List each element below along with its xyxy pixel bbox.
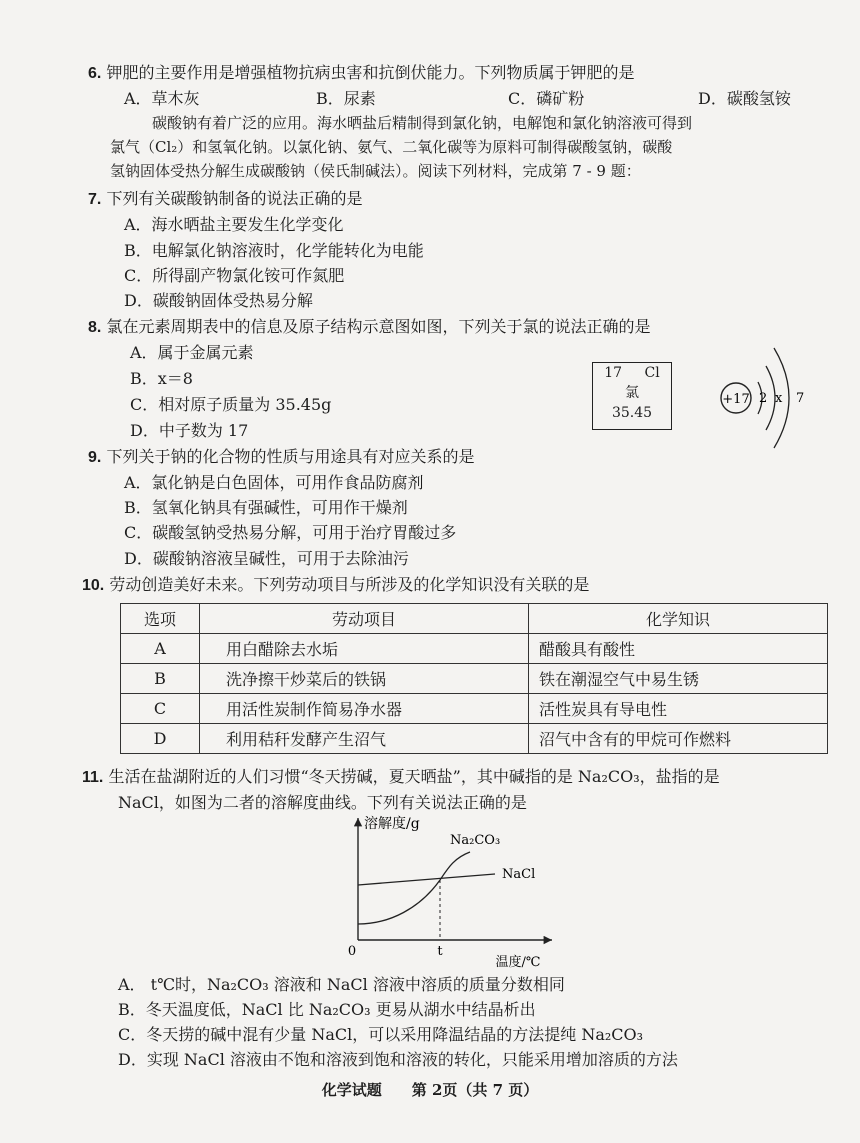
q7-option-a: A．海水晒盐主要发生化学变化: [124, 215, 344, 234]
shell-2-electrons: x: [775, 391, 783, 406]
material-line-1: 碳酸钠有着广泛的应用。海水晒盐后精制得到氯化钠，电解饱和氯化钠溶液可得到: [152, 114, 693, 132]
q9-number: 9.: [88, 449, 102, 466]
q6-text: 钾肥的主要作用是增强植物抗病虫害和抗倒伏能力。下列物质属于钾肥的是: [106, 63, 635, 82]
q8-option-b: B．x＝8: [130, 369, 193, 388]
table-header-row: [121, 604, 828, 634]
q7-option-b: B．电解氯化钠溶液时，化学能转化为电能: [124, 241, 424, 260]
table-cell: 利用秸秆发酵产生沼气: [200, 724, 529, 754]
header-option: 选项: [121, 604, 200, 634]
q9-option-b: B．氢氧化钠具有强碱性，可用作干燥剂: [124, 498, 408, 517]
q8-option-c: C．相对原子质量为 35.45g: [130, 395, 332, 414]
table-cell: 洗净擦干炒菜后的铁锅: [200, 664, 529, 694]
element-name: 氯: [625, 385, 639, 401]
q6-option-b: B．尿素: [316, 89, 376, 108]
table-cell: 沼气中含有的甲烷可作燃料: [529, 724, 828, 754]
q9-option-c: C．碳酸氢钠受热易分解，可用于治疗胃酸过多: [124, 523, 457, 542]
q11-stem-line-2: NaCl，如图为二者的溶解度曲线。下列有关说法正确的是: [118, 793, 527, 812]
q10-stem: [82, 574, 589, 597]
labor-table: [120, 603, 828, 754]
q6-option-d: D．碳酸氢铵: [698, 89, 791, 108]
periodic-table-cell: [592, 362, 672, 430]
q10-text: 劳动创造美好未来。下列劳动项目与所涉及的化学知识没有关联的是: [109, 575, 590, 594]
material-line-2: 氯气（Cl₂）和氢氧化钠。以氯化钠、氨气、二氧化碳等为原料可制得碳酸氢钠，碳酸: [110, 138, 673, 156]
table-cell: A: [121, 634, 200, 664]
q6-option-c: C．磷矿粉: [508, 89, 585, 108]
q10-number: 10.: [82, 577, 105, 594]
t-label: t: [437, 944, 443, 959]
q7-option-d: D．碳酸钠固体受热易分解: [124, 291, 313, 310]
table-cell: 用白醋除去水垢: [200, 634, 529, 664]
table-cell: 醋酸具有酸性: [529, 634, 828, 664]
q9-option-a: A．氯化钠是白色固体，可用作食品防腐剂: [124, 473, 424, 492]
q11-option-c: C．冬天捞的碱中混有少量 NaCl，可以采用降温结晶的方法提纯 Na₂CO₃: [118, 1025, 644, 1044]
shell-3-electrons: 7: [796, 391, 805, 406]
table-cell: 活性炭具有导电性: [529, 694, 828, 724]
q9-option-d: D．碳酸钠溶液呈碱性，可用于去除油污: [124, 549, 409, 568]
y-axis-label: 溶解度/g: [364, 816, 420, 832]
table-row: [121, 694, 828, 724]
q7-text: 下列有关碳酸钠制备的说法正确的是: [106, 189, 363, 208]
x-axis-label: 温度/℃: [495, 955, 541, 970]
q8-number: 8.: [88, 319, 102, 336]
na2co3-label: Na₂CO₃: [450, 833, 501, 848]
table-row: [121, 634, 828, 664]
q7-stem: [88, 188, 362, 211]
page-footer: 化学试题 第 2页（共 7 页）: [321, 1081, 539, 1099]
atomic-mass: 35.45: [611, 405, 653, 421]
q6-number: 6.: [88, 65, 102, 82]
shell-1-electrons: 2: [759, 391, 768, 406]
nucleus-charge: +17: [722, 392, 750, 407]
q9-stem: [88, 446, 474, 469]
solubility-curve-diagram: [330, 812, 570, 970]
q11-option-a: A． t℃时，Na₂CO₃ 溶液和 NaCl 溶液中溶质的质量分数相同: [118, 975, 565, 994]
q11-number: 11.: [82, 769, 104, 786]
header-knowledge: 化学知识: [529, 604, 828, 634]
q6-stem: [88, 62, 634, 85]
cell-top-row: [593, 363, 671, 383]
atom-structure-diagram: [708, 340, 818, 460]
q9-text: 下列关于钠的化合物的性质与用途具有对应关系的是: [106, 447, 475, 466]
table-cell: D: [121, 724, 200, 754]
q6-option-a: A．草木灰: [124, 89, 200, 108]
nacl-curve: [358, 874, 495, 885]
na2co3-curve: [358, 852, 470, 924]
q8-text: 氯在元素周期表中的信息及原子结构示意图如图，下列关于氯的说法正确的是: [106, 317, 651, 336]
q11-option-d: D．实现 NaCl 溶液由不饱和溶液到饱和溶液的转化，只能采用增加溶质的方法: [118, 1050, 678, 1069]
table-cell: B: [121, 664, 200, 694]
table-row: [121, 664, 828, 694]
shell-arc-2: [766, 366, 775, 430]
table-cell: C: [121, 694, 200, 724]
element-symbol: Cl: [644, 365, 660, 381]
q11-option-b: B．冬天温度低，NaCl 比 Na₂CO₃ 更易从湖水中结晶析出: [118, 1000, 536, 1019]
origin-label: 0: [347, 944, 357, 959]
q7-number: 7.: [88, 191, 102, 208]
q11-stem-line-1: [82, 766, 720, 789]
q11-text-1: 生活在盐湖附近的人们习惯“冬天捞碱，夏天晒盐”，其中碱指的是 Na₂CO₃，盐指的是: [108, 767, 720, 786]
q8-option-d: D．中子数为 17: [130, 421, 249, 440]
q8-option-a: A．属于金属元素: [130, 343, 254, 362]
material-line-3: 氢钠固体受热分解生成碳酸钠（侯氏制碱法）。阅读下列材料，完成第 7 - 9 题：: [110, 162, 641, 180]
table-cell: 用活性炭制作简易净水器: [200, 694, 529, 724]
q7-option-c: C．所得副产物氯化铵可作氮肥: [124, 266, 345, 285]
nacl-label: NaCl: [502, 867, 536, 882]
header-labor: 劳动项目: [200, 604, 529, 634]
atomic-number: 17: [604, 365, 623, 381]
table-cell: 铁在潮湿空气中易生锈: [529, 664, 828, 694]
table-row: [121, 724, 828, 754]
q8-stem: [88, 316, 650, 339]
